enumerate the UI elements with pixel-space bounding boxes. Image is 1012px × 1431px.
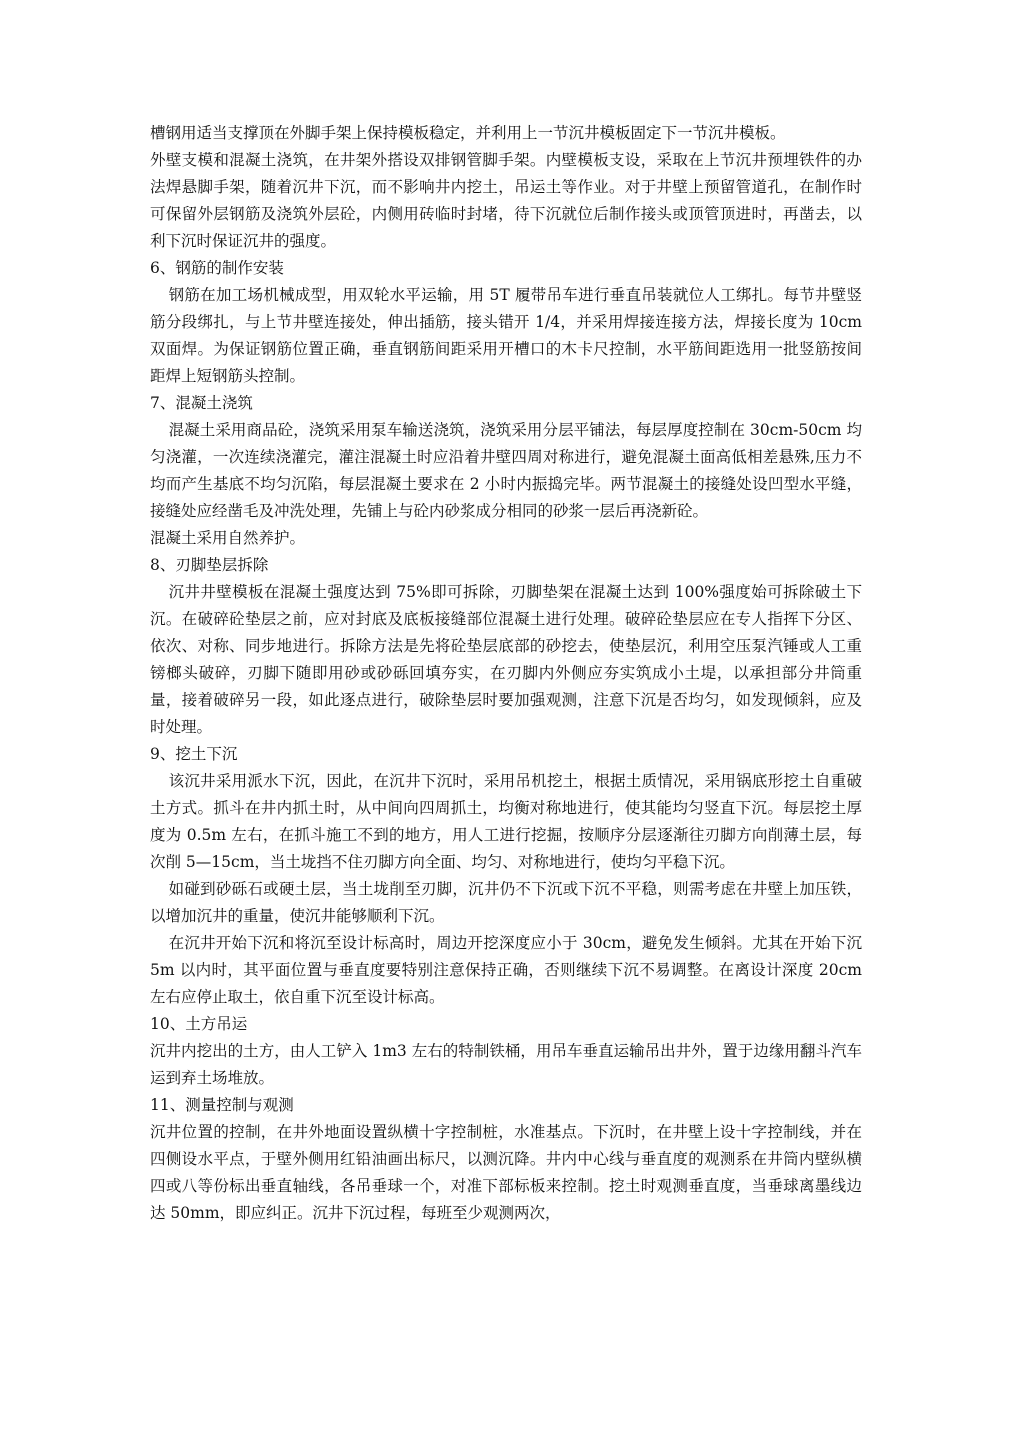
section-heading-excavation: 9、挖土下沉 [150, 745, 238, 763]
paragraph-concrete-pouring: 混凝土采用商品砼，浇筑采用泵车输送浇筑，浇筑采用分层平铺法，每层厚度控制在 30cm-50cm 均匀浇灌，一次连续浇灌完，灌注混凝土时应沿着井壁四周对称进行，避免混凝土面高低相差悬殊,压力不均而产生基底不均匀沉陷，每层混凝土要求在 2 小时内振捣完毕。两节混凝土的接缝处设凹型水平缝，接缝处应经凿毛及冲洗处理，先铺上与砼内砂浆成分相同的砂浆一层后再浇新砼。 [150, 421, 862, 520]
paragraph-outer-wall-formwork: 外壁支模和混凝土浇筑，在井架外搭设双排钢管脚手架。内壁模板支设，采取在上节沉井预埋铁件的办法焊悬脚手架，随着沉井下沉，而不影响井内挖土，吊运土等作业。对于井壁上预留管道孔，在制作时可保留外层钢筋及浇筑外层砼，内侧用砖临时封堵，待下沉就位后制作接头或顶管顶进时，再凿去，以利下沉时保证沉井的强度。 [150, 151, 862, 250]
paragraph-excavation-method: 该沉井采用派水下沉，因此，在沉井下沉时，采用吊机挖土，根据土质情况，采用锅底形挖土自重破土方式。抓斗在井内抓土时，从中间向四周抓土，均衡对称地进行，使其能均匀竖直下沉。每层挖土厚度为 0.5m 左右，在抓斗施工不到的地方，用人工进行挖掘，按顺序分层逐渐往刃脚方向削薄土层，每次削 5—15cm，当土垅挡不住刃脚方向全面、均匀、对称地进行，使均匀平稳下沉。 [150, 772, 862, 871]
paragraph-rebar: 钢筋在加工场机械成型，用双轮水平运输，用 5T 履带吊车进行垂直吊装就位人工绑扎。每节井壁竖筋分段绑扎，与上节井壁连接处，伸出插筋，接头错开 1/4，并采用焊接连接方法，焊接长度为 10cm 双面焊。为保证钢筋位置正确，垂直钢筋间距采用开槽口的木卡尺控制，水平筋间距选用一批竖筋按间距焊上短钢筋头控制。 [150, 286, 862, 385]
section-heading-survey: 11、测量控制与观测 [150, 1096, 294, 1114]
paragraph-sinking-depth: 在沉井开始下沉和将沉至设计标高时，周边开挖深度应小于 30cm，避免发生倾斜。尤其在开始下沉 5m 以内时，其平面位置与垂直度要特别注意保持正确，否则继续下沉不易调整。在离设计深度 20cm 左右应停止取土，依自重下沉至设计标高。 [150, 934, 862, 1006]
paragraph-survey-control: 沉井位置的控制，在井外地面设置纵横十字控制桩，水准基点。下沉时，在井壁上设十字控制线，并在四侧设水平点，于壁外侧用红铅油画出标尺，以测沉降。井内中心线与垂直度的观测系在井筒内壁纵横四或八等份标出垂直轴线，各吊垂球一个，对准下部标板来控制。挖土时观测垂直度，当垂球离墨线边达 50mm，即应纠正。沉井下沉过程，每班至少观测两次， [150, 1123, 862, 1222]
paragraph-hard-soil: 如碰到砂砾石或硬土层，当土垅削至刃脚，沉井仍不下沉或下沉不平稳，则需考虑在井壁上加压铁，以增加沉井的重量，使沉井能够顺利下沉。 [150, 880, 862, 925]
section-heading-rebar: 6、钢筋的制作安装 [150, 259, 284, 277]
paragraph-template-support: 槽钢用适当支撑顶在外脚手架上保持模板稳定，并利用上一节沉井模板固定下一节沉井模板。 [150, 124, 786, 142]
section-heading-earth-hoisting: 10、土方吊运 [150, 1015, 248, 1033]
section-heading-cutting-edge: 8、刃脚垫层拆除 [150, 556, 269, 574]
document-page [150, 120, 862, 1227]
section-heading-concrete: 7、混凝土浇筑 [150, 394, 253, 412]
paragraph-earth-hoisting: 沉井内挖出的土方，由人工铲入 1m3 左右的特制铁桶，用吊车垂直运输吊出井外，置于边缘用翻斗汽车运到弃土场堆放。 [150, 1042, 862, 1087]
paragraph-cutting-edge-removal: 沉井井壁模板在混凝土强度达到 75%即可拆除，刃脚垫架在混凝土达到 100%强度始可拆除破土下沉。在破碎砼垫层之前，应对封底及底板接缝部位混凝土进行处理。破碎砼垫层应在专人指挥下分区、依次、对称、同步地进行。拆除方法是先将砼垫层底部的砂挖去，使垫层沉，利用空压泵汽锤或人工重镑榔头破碎，刃脚下随即用砂或砂砾回填夯实，在刃脚内外侧应夯实筑成小土堤，以承担部分井筒重量，接着破碎另一段，如此逐点进行，破除垫层时要加强观测，注意下沉是否均匀，如发现倾斜，应及时处理。 [150, 583, 862, 736]
paragraph-concrete-curing: 混凝土采用自然养护。 [150, 529, 306, 547]
